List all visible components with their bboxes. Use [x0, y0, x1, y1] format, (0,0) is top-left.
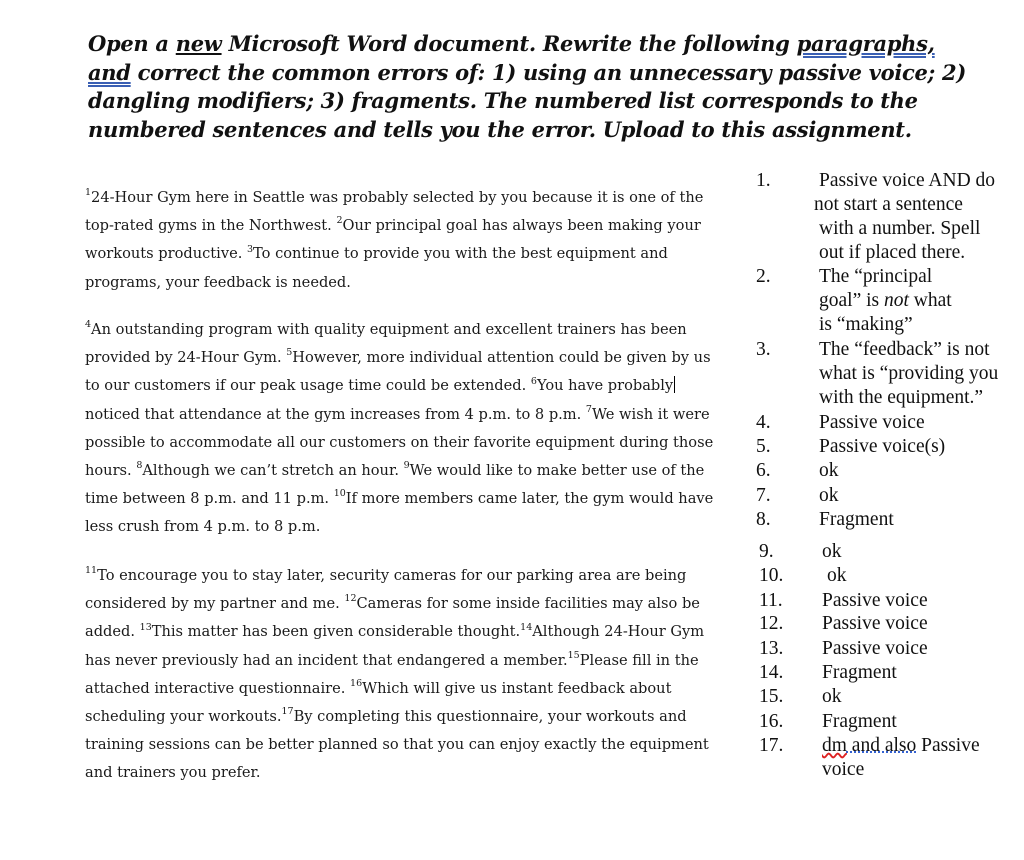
sentence-number: 12 [344, 593, 357, 605]
note-15: ok [822, 686, 842, 707]
note-number: 7. [756, 485, 771, 506]
note-number: 2. [756, 266, 771, 287]
note-1-line: with a number. Spell [819, 218, 981, 239]
note-2-text: what [908, 290, 952, 311]
sentence-number: 13 [139, 621, 152, 633]
sentence-number: 7 [585, 403, 592, 415]
note-number: 1. [756, 170, 771, 191]
sentence-number: 8 [136, 460, 143, 472]
note-2-line [819, 289, 952, 313]
note-17-text: Passive [916, 735, 980, 756]
sentence-number: 11 [85, 565, 98, 577]
grammar-flag: and also [846, 735, 917, 756]
paragraph-2[interactable] [85, 316, 725, 542]
instructions-text: correct the common errors of: 1) using an unnecessary passive voice; 2) dangling modifiers; 3) fragments. The numbered list corresponds to the numbered sentences and tells you the error. Upload to this assignment. [88, 59, 966, 143]
note-11: Passive voice [822, 590, 928, 611]
sentence-number: 4 [85, 319, 92, 331]
sentence-15: Please fill in the attached interactive questionnaire. [85, 651, 699, 697]
note-10: ok [827, 565, 847, 586]
note-13: Passive voice [822, 638, 928, 659]
note-1-line: Passive voice AND do [819, 170, 996, 191]
note-number: 13. [759, 638, 784, 659]
note-number: 11. [759, 590, 783, 611]
note-number: 14. [759, 662, 784, 683]
sentence-number: 16 [350, 677, 363, 689]
note-1-line: out if placed there. [819, 242, 966, 263]
note-number: 17. [759, 735, 784, 756]
sentence-4: An outstanding program with quality equipment and excellent trainers has been provided by 24-Hour Gym. [85, 321, 687, 367]
note-number: 5. [756, 436, 771, 457]
note-number: 10. [759, 565, 784, 586]
sentence-number: 14 [520, 621, 533, 633]
note-number: 3. [756, 339, 771, 360]
note-1-line: not start a sentence [814, 194, 963, 215]
note-3-line: what is “providing you [819, 363, 999, 384]
sentence-16: Which will give us instant feedback about scheduling your workouts. [85, 679, 672, 726]
sentence-7: We wish it were possible to accommodate all our customers on their favorite equipment during those hours. [85, 405, 714, 480]
text-cursor [674, 376, 675, 393]
sentence-9: We would like to make better use of the time between 8 p.m. and 11 p.m. [85, 462, 705, 508]
paragraph-1[interactable] [85, 184, 725, 297]
note-12: Passive voice [822, 613, 928, 634]
note-number: 4. [756, 412, 771, 433]
sentence-5: However, more individual attention could be given by us to our customers if our peak usage time could be extended. [85, 349, 711, 395]
underlined-new: new [175, 31, 222, 56]
note-2-line: is “making” [819, 314, 913, 335]
note-9: ok [822, 541, 842, 562]
sentence-11: To encourage you to stay later, security cameras for our parking area are being considered by my partner and me. [85, 567, 687, 613]
sentence-6-cont: noticed that attendance at the gym increases from 4 p.m. to 8 p.m. [85, 405, 586, 423]
instructions-text: Open a [88, 31, 176, 56]
note-number: 8. [756, 509, 771, 530]
sentence-number: 9 [403, 460, 410, 472]
spelling-flag: dm [822, 735, 847, 756]
sentence-number: 5 [286, 347, 293, 359]
note-17-line: voice [822, 759, 865, 780]
note-number: 9. [759, 541, 774, 562]
sentence-number: 10 [333, 488, 346, 500]
sentence-number: 2 [336, 215, 343, 227]
sentence-6: You have probably [536, 377, 674, 395]
note-2-emphasis: not [883, 290, 909, 311]
paragraph-3[interactable] [85, 562, 725, 788]
sentence-17: By completing this questionnaire, your workouts and training sessions can be better planned so that you can enjoy exactly the equipment and trainers you prefer. [85, 708, 709, 782]
instructions-text: Microsoft Word document. Rewrite the following [221, 31, 797, 56]
note-number: 15. [759, 686, 784, 707]
sentence-2: Our principal goal has always been making your workouts productive. [85, 217, 701, 263]
note-5: Passive voice(s) [819, 436, 946, 457]
note-3-line: The “feedback” is not [819, 339, 990, 360]
sentence-14: Although 24-Hour Gym has never previously had an incident that endangered a member. [85, 623, 705, 669]
underlined-paragraphs: paragraphs, and [88, 31, 935, 85]
sentence-3: To continue to provide you with the best equipment and programs, your feedback is needed. [85, 245, 668, 291]
sentence-number: 15 [567, 649, 580, 661]
note-2-text: goal” is [819, 290, 884, 311]
note-17-line [822, 734, 980, 758]
note-3-line: with the equipment.” [819, 387, 984, 408]
sentence-8: Although we can’t stretch an hour. [142, 462, 404, 480]
sentence-12: Cameras for some inside facilities may also be added. [85, 595, 700, 641]
note-2-line: The “principal [819, 266, 933, 287]
note-number: 6. [756, 460, 771, 481]
note-8: Fragment [819, 509, 894, 530]
sentence-number: 1 [85, 187, 92, 199]
sentence-13: This matter has been given considerable thought. [151, 623, 521, 641]
note-number: 16. [759, 711, 784, 732]
note-number: 12. [759, 613, 784, 634]
sentence-number: 17 [281, 706, 294, 718]
sentence-1: 24-Hour Gym here in Seattle was probably selected by you because it is one of the top-rated gyms in the Northwest. [85, 189, 704, 235]
note-6: ok [819, 460, 839, 481]
note-4: Passive voice [819, 412, 925, 433]
note-7: ok [819, 485, 839, 506]
sentence-number: 6 [530, 375, 537, 387]
note-14: Fragment [822, 662, 897, 683]
assignment-instructions [88, 30, 968, 145]
note-16: Fragment [822, 711, 897, 732]
sentence-10: If more members came later, the gym would have less crush from 4 p.m. to 8 p.m. [85, 490, 714, 536]
sentence-number: 3 [247, 243, 254, 255]
